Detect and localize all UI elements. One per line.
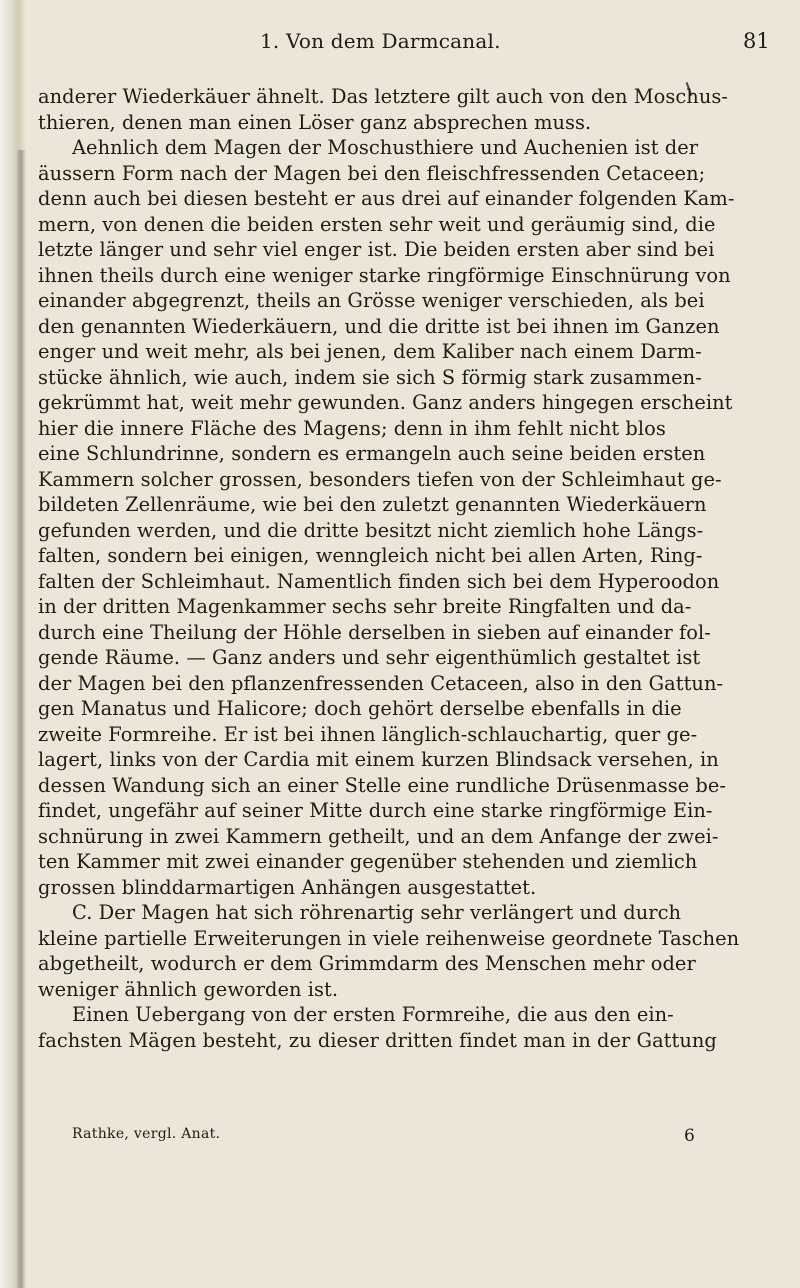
- page-header: [0, 29, 800, 59]
- text-line: falten der Schleimhaut. Namentlich finden sich bei dem Hyperoodon: [38, 569, 720, 593]
- text-line: gekrümmt hat, weit mehr gewunden. Ganz anders hingegen erscheint: [38, 391, 733, 414]
- text-line: gende Räume. — Ganz anders und sehr eigenthümlich gestaltet ist: [38, 646, 701, 669]
- text-line: Aehnlich dem Magen der Moschusthiere und Auchenien ist der: [72, 136, 699, 159]
- text-line: ten Kammer mit zwei einander gegenüber stehenden und ziemlich: [38, 850, 698, 873]
- running-head: 1. Von dem Darmcanal.: [260, 29, 501, 53]
- text-line: durch eine Theilung der Höhle derselben in sieben auf einander fol-: [38, 620, 711, 644]
- gathering-number: 6: [684, 1126, 695, 1146]
- page-footer: [72, 1126, 752, 1146]
- text-line: schnürung in zwei Kammern getheilt, und an dem Anfange der zwei-: [38, 824, 719, 848]
- text-line: anderer Wiederkäuer ähnelt. Das letztere gilt auch von den Moschus-: [38, 85, 728, 108]
- text-line: C. Der Magen hat sich röhrenartig sehr verlängert und durch: [72, 901, 682, 924]
- text-line: zweite Formreihe. Er ist bei ihnen länglich-schlauchartig, quer ge-: [38, 722, 698, 746]
- text-line: gefunden werden, und die dritte besitzt nicht ziemlich hohe Längs-: [38, 518, 704, 542]
- text-line: ihnen theils durch eine weniger starke ringförmige Einschnürung von: [38, 263, 731, 287]
- page-number: 81: [743, 29, 770, 53]
- binding-shadow: [16, 150, 26, 1288]
- text-line: dessen Wandung sich an einer Stelle eine rundliche Drüsenmasse be-: [38, 773, 727, 797]
- text-line: hier die innere Fläche des Magens; denn in ihm fehlt nicht blos: [38, 416, 666, 440]
- text-line: thieren, denen man einen Löser ganz absprechen muss.: [38, 110, 592, 134]
- text-line: grossen blinddarmartigen Anhängen ausgestattet.: [38, 875, 537, 899]
- text-line: in der dritten Magenkammer sechs sehr breite Ringfalten und da-: [38, 595, 692, 618]
- text-line: abgetheilt, wodurch er dem Grimmdarm des Menschen mehr oder: [38, 952, 696, 975]
- text-line: kleine partielle Erweiterungen in viele reihenweise geordnete Taschen: [38, 926, 740, 950]
- text-line: weniger ähnlich geworden ist.: [38, 977, 339, 1001]
- text-line: denn auch bei diesen besteht er aus drei auf einander folgenden Kam-: [38, 187, 735, 210]
- text-line: Kammern solcher grossen, besonders tiefen von der Schleimhaut ge-: [38, 467, 722, 491]
- text-line: gen Manatus und Halicore; doch gehört derselbe ebenfalls in die: [38, 697, 682, 720]
- text-line: den genannten Wiederkäuern, und die dritte ist bei ihnen im Ganzen: [38, 314, 720, 338]
- printer-signature: Rathke, vergl. Anat.: [72, 1126, 221, 1142]
- text-line: bildeten Zellenräume, wie bei den zuletzt genannten Wiederkäuern: [38, 493, 707, 516]
- text-line: stücke ähnlich, wie auch, indem sie sich S förmig stark zusammen-: [38, 365, 702, 389]
- text-line: der Magen bei den pflanzenfressenden Cetaceen, also in den Gattun-: [38, 671, 724, 695]
- text-line: mern, von denen die beiden ersten sehr weit und geräumig sind, die: [38, 212, 716, 236]
- text-line: falten, sondern bei einigen, wenngleich nicht bei allen Arten, Ring-: [38, 544, 703, 567]
- text-line: fachsten Mägen besteht, zu dieser dritten findet man in der Gattung: [38, 1028, 717, 1052]
- text-line: Einen Uebergang von der ersten Formreihe, die aus den ein-: [72, 1003, 674, 1026]
- text-line: äussern Form nach der Magen bei den fleischfressenden Cetaceen;: [38, 161, 706, 185]
- text-line: einander abgegrenzt, theils an Grösse weniger verschieden, als bei: [38, 289, 705, 312]
- body-text: [38, 84, 760, 1053]
- text-line: lagert, links von der Cardia mit einem kurzen Blindsack versehen, in: [38, 748, 719, 771]
- text-line: enger und weit mehr, als bei jenen, dem Kaliber nach einem Darm-: [38, 340, 702, 363]
- text-line: eine Schlundrinne, sondern es ermangeln auch seine beiden ersten: [38, 442, 706, 465]
- text-line: findet, ungefähr auf seiner Mitte durch eine starke ringförmige Ein-: [38, 799, 713, 822]
- text-line: letzte länger und sehr viel enger ist. Die beiden ersten aber sind bei: [38, 238, 715, 261]
